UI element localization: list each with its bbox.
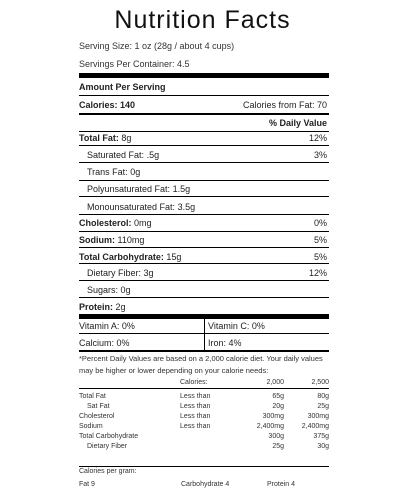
sugars-row [79, 285, 329, 295]
protein-row [79, 302, 329, 312]
divider [79, 145, 329, 146]
carbohydrate-calories-per-gram: Carbohydrate 4 [181, 481, 230, 488]
reference-table [79, 378, 329, 452]
calories-value: 140 [120, 100, 136, 110]
sodium-label: Sodium: [79, 235, 115, 245]
cholesterol-row [79, 218, 329, 228]
table-cell: 65g [272, 392, 284, 400]
table-row [79, 432, 329, 442]
protein-amount: 2g [115, 302, 126, 312]
serving-size: Serving Size: 1 oz (28g / about 4 cups) [79, 41, 235, 51]
table-cell: Total Carbohydrate [79, 432, 139, 440]
table-cell: 25g [317, 402, 329, 410]
calories-per-gram-label: Calories per gram: [79, 468, 137, 475]
sodium-dv: 5% [313, 235, 327, 245]
calories-per-gram-values [79, 480, 329, 490]
divider [79, 131, 329, 132]
total-fat-dv: 12% [308, 133, 327, 143]
divider [79, 180, 329, 181]
polyunsaturated-fat-row [79, 184, 329, 194]
monounsaturated-fat-amount: 3.5g [177, 202, 196, 212]
sugars-label: Sugars: [87, 285, 119, 295]
divider [79, 196, 329, 197]
table-row [79, 442, 329, 452]
thick-divider [79, 73, 329, 78]
table-row [79, 422, 329, 432]
table-cell: Cholesterol [79, 412, 115, 420]
monounsaturated-fat-row [79, 202, 329, 212]
divider [79, 231, 329, 232]
table-cell [79, 378, 180, 389]
table-cell: 30g [317, 442, 329, 450]
total-carbohydrate-label: Total Carbohydrate: [79, 252, 164, 262]
calories-from-fat: Calories from Fat: 70 [242, 100, 327, 110]
divider [79, 263, 329, 264]
table-row [79, 412, 329, 422]
medium-divider [79, 113, 329, 115]
table-cell: Dietary Fiber [87, 442, 128, 450]
divider [79, 247, 329, 248]
vitamin-c: Vitamin C: 0% [208, 321, 265, 331]
table-cell: 2,500 [311, 379, 329, 386]
total-fat-label: Total Fat: [79, 133, 119, 143]
daily-values-footnote: *Percent Daily Values are based on a 2,000 calorie diet. Your daily values may be higher or lower depending on your calorie needs: [79, 354, 323, 375]
trans-fat-label: Trans Fat: [87, 167, 128, 177]
divider [79, 95, 329, 96]
trans-fat-row [79, 167, 329, 177]
table-cell: Less than [180, 422, 211, 430]
table-cell: 80g [317, 392, 329, 400]
dietary-fiber-dv: 12% [308, 268, 327, 278]
table-cell: 300g [268, 432, 284, 440]
table-cell: Less than [180, 412, 211, 420]
total-carbohydrate-row [79, 252, 329, 262]
calcium: Calcium: 0% [79, 338, 130, 348]
table-cell: Less than [180, 402, 211, 410]
label-title: Nutrition Facts [114, 6, 291, 34]
monounsaturated-fat-label: Monounsaturated Fat: [87, 202, 176, 212]
divider [79, 162, 329, 163]
protein-label: Protein: [79, 302, 114, 312]
saturated-fat-amount: .5g [146, 150, 160, 160]
amount-per-serving: Amount Per Serving [79, 82, 166, 92]
cholesterol-label: Cholesterol: [79, 218, 132, 228]
table-row [79, 402, 329, 412]
iron: Iron: 4% [208, 338, 242, 348]
medium-divider [79, 350, 329, 352]
saturated-fat-dv: 3% [313, 150, 327, 160]
table-cell: Less than [180, 392, 211, 400]
vitamin-column-divider [204, 319, 205, 350]
vitamin-a: Vitamin A: 0% [79, 321, 135, 331]
divider [79, 280, 329, 281]
dietary-fiber-row [79, 268, 329, 278]
table-cell: 300mg [262, 412, 284, 420]
dietary-fiber-amount: 3g [143, 268, 154, 278]
table-cell: 2,400mg [256, 422, 284, 430]
protein-calories-per-gram: Protein 4 [267, 481, 296, 488]
sodium-amount: 110mg [117, 235, 145, 245]
table-cell: 20g [272, 402, 284, 410]
reference-header-row [79, 378, 329, 389]
divider [79, 214, 329, 215]
cholesterol-dv: 0% [313, 218, 327, 228]
total-fat-amount: 8g [121, 133, 132, 143]
table-cell [180, 432, 239, 442]
total-fat-row [79, 133, 329, 143]
calories-row [79, 100, 329, 110]
polyunsaturated-fat-label: Polyunsaturated Fat: [87, 184, 171, 194]
table-cell [180, 442, 239, 452]
table-cell: 375g [313, 432, 329, 440]
fat-calories-per-gram: Fat 9 [79, 481, 95, 488]
cholesterol-amount: 0mg [134, 218, 152, 228]
sodium-row [79, 235, 329, 245]
divider [79, 297, 329, 298]
table-cell: 300mg [307, 412, 329, 420]
saturated-fat-label: Saturated Fat: [87, 150, 145, 160]
table-cell: 2,400mg [301, 422, 329, 430]
table-cell: Total Fat [79, 392, 106, 400]
trans-fat-amount: 0g [130, 167, 141, 177]
sugars-amount: 0g [120, 285, 131, 295]
table-cell: Sat Fat [87, 402, 110, 410]
saturated-fat-row [79, 150, 329, 160]
polyunsaturated-fat-amount: 1.5g [172, 184, 191, 194]
dietary-fiber-label: Dietary Fiber: [87, 268, 142, 278]
table-cell: 25g [272, 442, 284, 450]
calories-label: Calories: [79, 100, 118, 110]
table-cell: 2,000 [266, 379, 284, 386]
table-row [79, 392, 329, 402]
table-cell: Calories: [180, 379, 208, 386]
total-carbohydrate-amount: 15g [166, 252, 182, 262]
servings-per-container: Servings Per Container: 4.5 [79, 59, 190, 69]
total-carbohydrate-dv: 5% [313, 252, 327, 262]
daily-value-header: % Daily Value [268, 118, 327, 128]
table-cell: Sodium [79, 422, 103, 430]
